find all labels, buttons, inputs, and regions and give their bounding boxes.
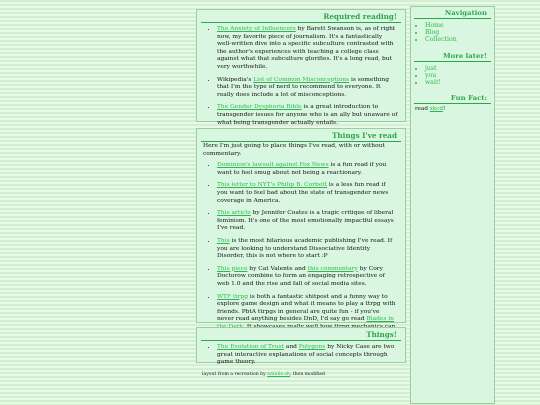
footer-credit: layout from a recreation by natalie.sh, then modified <box>202 372 325 377</box>
doctorow-commentary-link[interactable]: this commentary <box>307 265 358 272</box>
required-reading-title: Required reading! <box>201 10 401 23</box>
list-item: • wait! <box>425 79 494 86</box>
corbett-letter-link[interactable]: This letter to NYT's Philip B. Corbett <box>217 182 328 189</box>
navigation-list <box>411 22 494 44</box>
list-item: • Dominion's lawsuit against Fox News is a fun read if you want to feel smug about not being a reactionary. <box>217 162 398 177</box>
list-item: • just <box>425 65 494 72</box>
wtf-ttrpg-link[interactable]: WTF ttrpg <box>217 293 249 300</box>
anxiety-link[interactable]: The Anxiety of Influencers <box>217 26 296 32</box>
xkcd-link[interactable]: xkcd <box>429 106 443 113</box>
natalie-link[interactable]: natalie.sh <box>267 372 290 377</box>
dysphoria-bible-link[interactable]: The Gender Dysphoria Bible <box>217 104 302 111</box>
list-item: • Wikipedia's List of Common Misconceptions is something that I'm the type of nerd to recommend to everyone. It really does include a lot of misconceptions. <box>217 77 398 100</box>
misconceptions-link[interactable]: List of Common Misconceptions <box>253 76 350 83</box>
nav-item <box>425 36 494 43</box>
required-reading-panel <box>196 9 406 126</box>
things-read-intro: Here I'm just going to place things I've read, with or without commentary. <box>203 143 385 157</box>
list-item: • This piece by Cat Valente and this commentary by Cory Doctorow combine to form an engaging retrospective of web 1.0 and the rise and fall of social media sites. <box>217 266 398 289</box>
list-item: • The Anxiety of Influencers by Barett Swanson is, as of right now, my favorite piece of journalism. It's a fantastically well-written dive into a specific subculture contrasted with the author's experiences with teaching a college class against what that subculture glorifies. It's a long read, but very worthwhile. <box>217 26 398 72</box>
list-item: • This letter to NYT's Philip B. Corbett is a less fun read if you want to feel bad about the state of transgender news coverage in America. <box>217 182 398 205</box>
evolution-trust-link[interactable]: The Evolution of Trust <box>217 344 284 350</box>
list-item: • This article by Jennifer Coates is a tragic critique of liberal feminism. It's one of the most emotionally impactful essays I've read. <box>217 210 398 233</box>
academic-link[interactable]: This <box>217 237 230 244</box>
coates-article-link[interactable]: This article <box>217 210 251 217</box>
list-item: • This is the most hilarious academic publishing I've read. If you are looking to understand Dissociative Identity Disorder, this is not where to start :P <box>217 238 398 261</box>
things-read-panel <box>196 128 406 323</box>
more-later-title: More later! <box>414 50 491 62</box>
things-title: Things! <box>201 328 401 341</box>
fun-fact-text: read xkcd! <box>415 106 446 113</box>
nav-item <box>425 22 494 29</box>
dominion-link[interactable]: Dominion's lawsuit against Fox News <box>217 162 329 169</box>
nav-item <box>425 29 494 36</box>
polygons-link[interactable]: Polygons <box>298 344 326 350</box>
nav-collection-link[interactable]: Collection <box>425 36 457 44</box>
things-panel <box>196 327 406 366</box>
things-read-title: Things I've read <box>201 129 401 142</box>
fun-fact-title: Fun Fact: <box>414 92 491 104</box>
navigation-title: Navigation <box>414 7 491 19</box>
list-item: • The Evolution of Trust and Polygons by Nicky Case are two great interactive explanations of social concepts through game theory. <box>217 344 398 367</box>
list-item: • The Gender Dysphoria Bible is a great introduction to transgender issues for anyone who is an ally but unaware of what being transgender actually entails. <box>217 104 398 127</box>
nav-blog-link[interactable]: Blog <box>425 29 440 37</box>
more-list <box>411 65 494 87</box>
sidebar <box>410 6 495 404</box>
valente-piece-link[interactable]: This piece <box>217 265 248 272</box>
list-item: • WTF ttrpg is both a fantastic shitpost and a funny way to explore game design and what it means to play a ttrpg with friends. PbtA ttrpgs in general are quite fun - if you've never read anything besides DnD, I'd say go read Blades in <box>217 294 398 340</box>
blades-link[interactable]: Blades in <box>366 316 394 323</box>
nav-home-link[interactable]: Home <box>425 22 444 29</box>
list-item: • you <box>425 72 494 79</box>
